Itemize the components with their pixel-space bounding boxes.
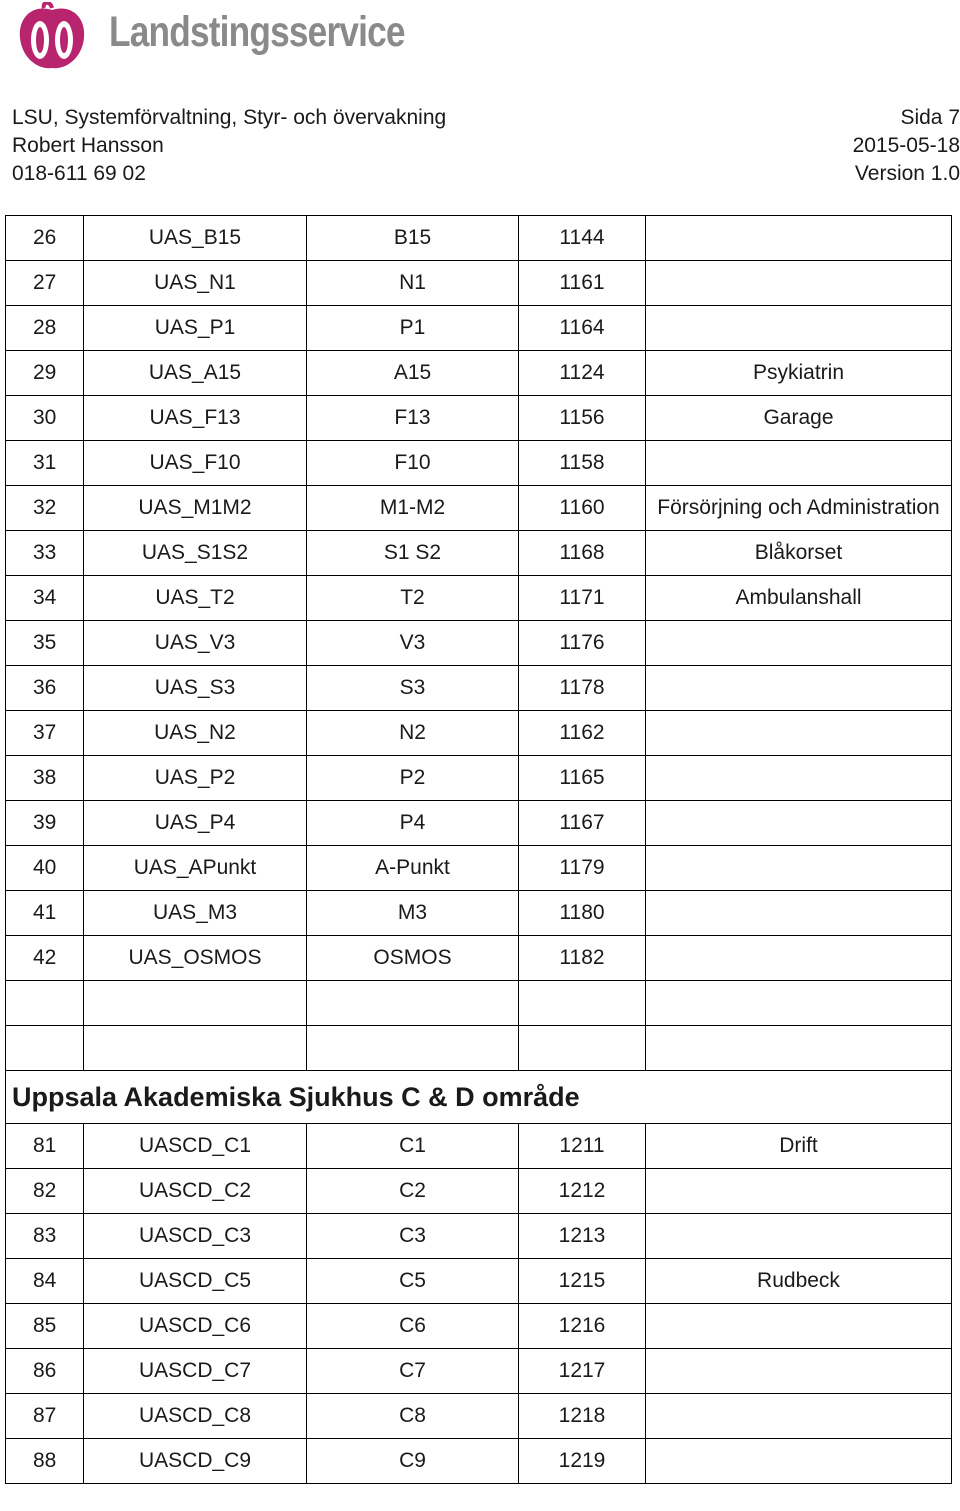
table-cell: 1212 (519, 1169, 646, 1214)
table-cell: 32 (6, 486, 84, 531)
table-row (6, 981, 952, 1026)
table-cell: 29 (6, 351, 84, 396)
table-cell: F13 (307, 396, 519, 441)
table-row (6, 846, 952, 891)
table-cell: C9 (307, 1439, 519, 1484)
table-cell: 1168 (519, 531, 646, 576)
table-cell: N2 (307, 711, 519, 756)
table-cell: S3 (307, 666, 519, 711)
table-cell: S1 S2 (307, 531, 519, 576)
table-cell: UASCD_C6 (84, 1304, 307, 1349)
table-cell: UAS_N2 (84, 711, 307, 756)
table-cell: 39 (6, 801, 84, 846)
table-cell: UAS_B15 (84, 216, 307, 261)
table-cell (646, 1349, 952, 1394)
table-cell: N1 (307, 261, 519, 306)
table-cell (646, 1214, 952, 1259)
document-date: 2015-05-18 (852, 134, 960, 157)
table-cell (646, 1026, 952, 1071)
table-cell: UAS_F13 (84, 396, 307, 441)
table-cell (646, 846, 952, 891)
table-row (6, 1026, 952, 1071)
table-cell: 82 (6, 1169, 84, 1214)
table-cell (307, 981, 519, 1026)
table-cell (646, 936, 952, 981)
table-cell: 1176 (519, 621, 646, 666)
logo-text: Landstingsservice (109, 8, 405, 56)
phone-number: 018-611 69 02 (12, 162, 146, 185)
table-cell: 1158 (519, 441, 646, 486)
table-cell: 41 (6, 891, 84, 936)
table-cell: 26 (6, 216, 84, 261)
table-cell: 1182 (519, 936, 646, 981)
table-row (6, 621, 952, 666)
table-cell: 1217 (519, 1349, 646, 1394)
table-cell: M3 (307, 891, 519, 936)
table-cell: UAS_OSMOS (84, 936, 307, 981)
table-cell: UAS_M3 (84, 891, 307, 936)
table-cell (84, 1026, 307, 1071)
table-cell: 28 (6, 306, 84, 351)
document-version: Version 1.0 (854, 162, 960, 185)
table-cell: UAS_S1S2 (84, 531, 307, 576)
table-row (6, 936, 952, 981)
table-row (6, 1169, 952, 1214)
table-cell: 1124 (519, 351, 646, 396)
table-cell: 30 (6, 396, 84, 441)
table-cell: Psykiatrin (646, 351, 952, 396)
table-cell: 1180 (519, 891, 646, 936)
table-cell: B15 (307, 216, 519, 261)
document-header (12, 104, 960, 188)
table-cell: UASCD_C1 (84, 1124, 307, 1169)
table-cell: 1144 (519, 216, 646, 261)
table-cell (646, 216, 952, 261)
table-cell: 1213 (519, 1214, 646, 1259)
table-cell: 1165 (519, 756, 646, 801)
table-cell: UASCD_C5 (84, 1259, 307, 1304)
table-row (6, 756, 952, 801)
table-cell: P4 (307, 801, 519, 846)
table-cell: P2 (307, 756, 519, 801)
table-cell: UASCD_C3 (84, 1214, 307, 1259)
table-cell (6, 1026, 84, 1071)
table-cell: C6 (307, 1304, 519, 1349)
table-cell: UAS_V3 (84, 621, 307, 666)
table-cell: F10 (307, 441, 519, 486)
table-cell: UAS_S3 (84, 666, 307, 711)
table-row (6, 1349, 952, 1394)
table-row (6, 1439, 952, 1484)
table-cell (646, 261, 952, 306)
table-cell: 31 (6, 441, 84, 486)
table-cell: 1179 (519, 846, 646, 891)
table-cell: UAS_F10 (84, 441, 307, 486)
table-cell (646, 1169, 952, 1214)
table-cell: Rudbeck (646, 1259, 952, 1304)
table-cell: 37 (6, 711, 84, 756)
table-cell: C5 (307, 1259, 519, 1304)
table-cell: C8 (307, 1394, 519, 1439)
section-heading-row (6, 1071, 952, 1124)
landstingsservice-logo (14, 2, 405, 72)
table-row (6, 1124, 952, 1169)
table-cell (646, 981, 952, 1026)
table-cell: 1216 (519, 1304, 646, 1349)
table-cell: 1218 (519, 1394, 646, 1439)
table-cell: 83 (6, 1214, 84, 1259)
table-cell: UAS_T2 (84, 576, 307, 621)
table-cell: Drift (646, 1124, 952, 1169)
table-cell: 35 (6, 621, 84, 666)
table-row (6, 216, 952, 261)
table-cell: 81 (6, 1124, 84, 1169)
table-cell: Garage (646, 396, 952, 441)
table-cell (646, 1394, 952, 1439)
table-cell: 38 (6, 756, 84, 801)
table-cell: Blåkorset (646, 531, 952, 576)
table-cell: 85 (6, 1304, 84, 1349)
table-row (6, 666, 952, 711)
table-cell: 34 (6, 576, 84, 621)
table-cell: 1178 (519, 666, 646, 711)
organization-line: LSU, Systemförvaltning, Styr- och övervakning (12, 106, 447, 129)
page-number: Sida 7 (900, 106, 960, 129)
table-cell: 87 (6, 1394, 84, 1439)
table-cell: C7 (307, 1349, 519, 1394)
table-cell (646, 711, 952, 756)
table-row (6, 1304, 952, 1349)
section-title: Uppsala Akademiska Sjukhus C & D område (6, 1071, 952, 1124)
table-cell (646, 666, 952, 711)
table-cell (646, 1304, 952, 1349)
table-cell: 1156 (519, 396, 646, 441)
table-cell (646, 1439, 952, 1484)
table-cell: 40 (6, 846, 84, 891)
table-row (6, 891, 952, 936)
table-cell: UAS_P2 (84, 756, 307, 801)
table-cell: Försörjning och Administration (646, 486, 952, 531)
table-cell: 86 (6, 1349, 84, 1394)
table-row (6, 486, 952, 531)
table-row (6, 1214, 952, 1259)
table-cell: UASCD_C8 (84, 1394, 307, 1439)
table-row (6, 576, 952, 621)
table-cell: UASCD_C7 (84, 1349, 307, 1394)
table-row (6, 531, 952, 576)
table-cell: UAS_P1 (84, 306, 307, 351)
table-cell: 1167 (519, 801, 646, 846)
table-row (6, 1394, 952, 1439)
table-row (6, 801, 952, 846)
table-cell (646, 756, 952, 801)
table-cell: 36 (6, 666, 84, 711)
table-cell: UAS_APunkt (84, 846, 307, 891)
table-cell (307, 1026, 519, 1071)
author-name: Robert Hansson (12, 134, 164, 157)
table-cell: UAS_N1 (84, 261, 307, 306)
table-cell: 1171 (519, 576, 646, 621)
table-cell: C1 (307, 1124, 519, 1169)
table-row (6, 396, 952, 441)
table-cell: 84 (6, 1259, 84, 1304)
logo-icon (14, 2, 90, 72)
table-cell: Ambulanshall (646, 576, 952, 621)
table-cell: 1164 (519, 306, 646, 351)
table-cell: M1-M2 (307, 486, 519, 531)
table-cell: A15 (307, 351, 519, 396)
table-cell: 1211 (519, 1124, 646, 1169)
table-cell: P1 (307, 306, 519, 351)
table-cell: T2 (307, 576, 519, 621)
table-cell: UASCD_C2 (84, 1169, 307, 1214)
table-row (6, 711, 952, 756)
table-cell: 1161 (519, 261, 646, 306)
station-table (5, 215, 952, 1484)
table-cell: UAS_A15 (84, 351, 307, 396)
table-cell (646, 441, 952, 486)
table-cell (519, 1026, 646, 1071)
table-cell: 1219 (519, 1439, 646, 1484)
table-row (6, 306, 952, 351)
table-cell: 1162 (519, 711, 646, 756)
table-cell: 42 (6, 936, 84, 981)
table-cell (6, 981, 84, 1026)
table-cell: 1215 (519, 1259, 646, 1304)
table-row (6, 261, 952, 306)
table-cell: OSMOS (307, 936, 519, 981)
table-cell: 27 (6, 261, 84, 306)
table-cell: A-Punkt (307, 846, 519, 891)
table-cell: C3 (307, 1214, 519, 1259)
table-cell: C2 (307, 1169, 519, 1214)
table-cell: 33 (6, 531, 84, 576)
table-row (6, 441, 952, 486)
table-cell (646, 621, 952, 666)
table-row (6, 351, 952, 396)
table-row (6, 1259, 952, 1304)
table-cell: UASCD_C9 (84, 1439, 307, 1484)
table-cell: UAS_P4 (84, 801, 307, 846)
table-cell (646, 306, 952, 351)
table-cell: UAS_M1M2 (84, 486, 307, 531)
table-cell: V3 (307, 621, 519, 666)
table-cell (646, 801, 952, 846)
table-cell (519, 981, 646, 1026)
table-cell: 1160 (519, 486, 646, 531)
table-cell (84, 981, 307, 1026)
table-cell (646, 891, 952, 936)
table-cell: 88 (6, 1439, 84, 1484)
